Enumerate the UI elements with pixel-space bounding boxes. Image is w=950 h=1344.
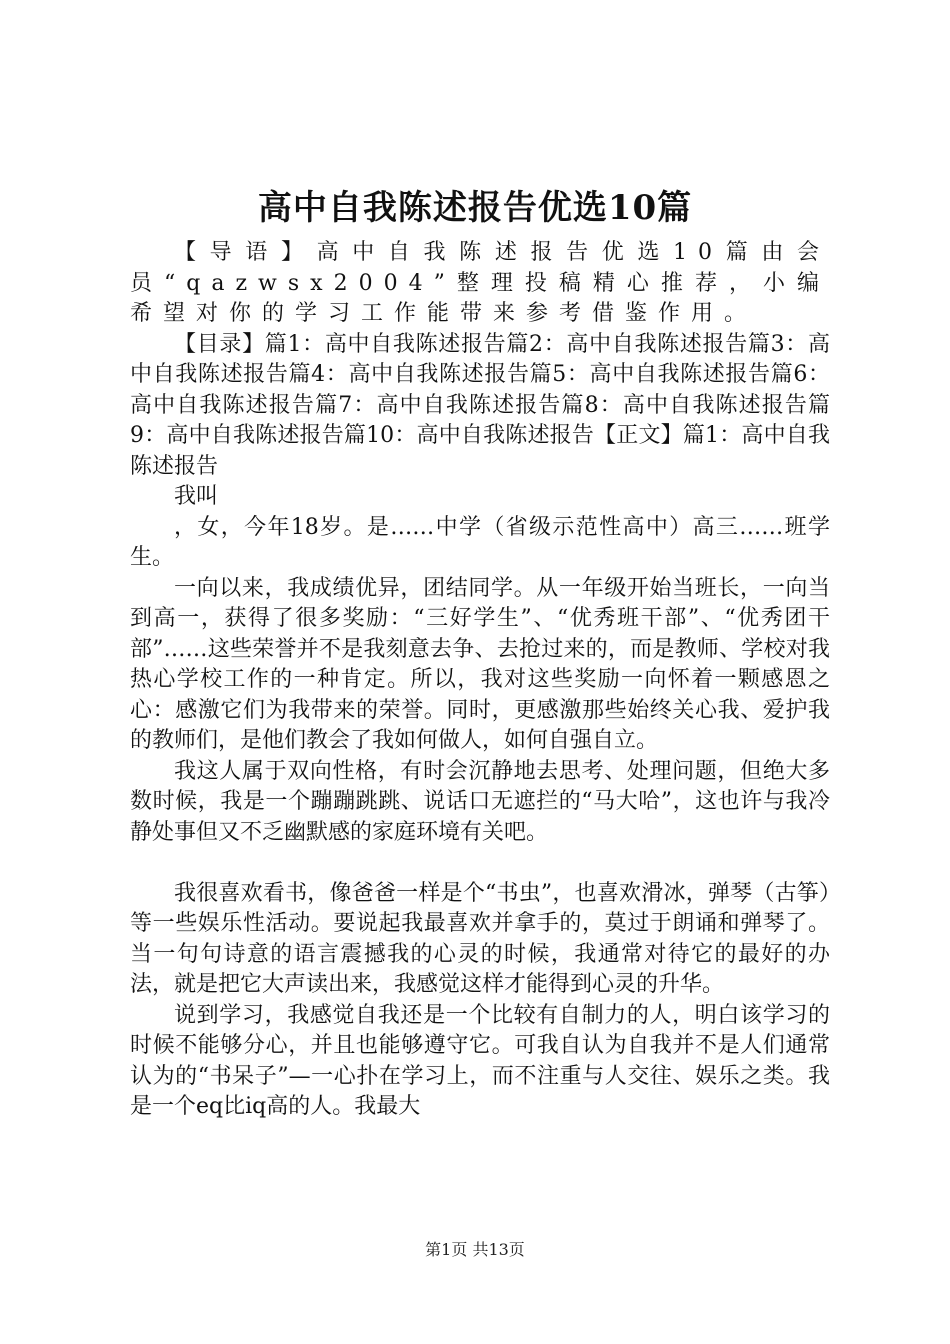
body-paragraph: 我叫 xyxy=(174,484,219,509)
page-footer: 第1页 共13页 xyxy=(425,1240,525,1259)
blank-line xyxy=(130,848,830,879)
document-title: 高中自我陈述报告优选10篇 xyxy=(257,188,693,228)
body-paragraph: 一向以来，我成绩优异，团结同学。从一年级开始当班长，一向当到高一，获得了很多奖励：“三好学生”、“优秀班干部”、“优秀团干部”……这些荣誉并不是我刻意去争、去抢过来的，而是教师、学校对我热心学校工作的一种肯定。所以，我对这些奖励一向怀着一颗感恩之心：感激它们为我带来的荣誉。同时，更感激那些始终关心我、爱护我的教师们，是他们教会了我如何做人，如何自强自立。 xyxy=(130,575,830,753)
toc-paragraph: 【目录】篇1：高中自我陈述报告篇2：高中自我陈述报告篇3：高中自我陈述报告篇4：高中自我陈述报告篇5：高中自我陈述报告篇6：高中自我陈述报告篇7：高中自我陈述报告篇8：高中自我陈述报告篇9：高中自我陈述报告篇10：高中自我陈述报告【正文】篇1：高中自我陈述报告 xyxy=(130,331,830,479)
intro-paragraph: 【导语】高中自我陈述报告优选10篇由会员“qazwsx2004”整理投稿精心推荐，小编希望对你的学习工作能带来参考借鉴作用。 xyxy=(130,240,830,326)
body-paragraph: ，女，今年18岁。是……中学（省级示范性高中）高三……班学生。 xyxy=(130,514,830,570)
body-paragraph: 我这人属于双向性格，有时会沉静地去思考、处理问题，但绝大多数时候，我是一个蹦蹦跳跳、说话口无遮拦的“马大哈”，这也许与我冷静处事但又不乏幽默感的家庭环境有关吧。 xyxy=(130,758,830,845)
body-paragraph: 我很喜欢看书，像爸爸一样是个“书虫”，也喜欢滑冰，弹琴（古筝）等一些娱乐性活动。要说起我最喜欢并拿手的，莫过于朗诵和弹琴了。当一句句诗意的语言震撼我的心灵的时候，我通常对待它的最好的办法，就是把它大声读出来，我感觉这样才能得到心灵的升华。 xyxy=(130,880,830,997)
body-paragraph: 说到学习，我感觉自我还是一个比较有自制力的人，明白该学习的时候不能够分心，并且也能够遵守它。可我自认为自我并不是人们通常认为的“书呆子”—一心扑在学习上，而不注重与人交往、娱乐之类。我是一个eq比iq高的人。我最大 xyxy=(130,1002,830,1119)
document-body xyxy=(130,238,830,1123)
